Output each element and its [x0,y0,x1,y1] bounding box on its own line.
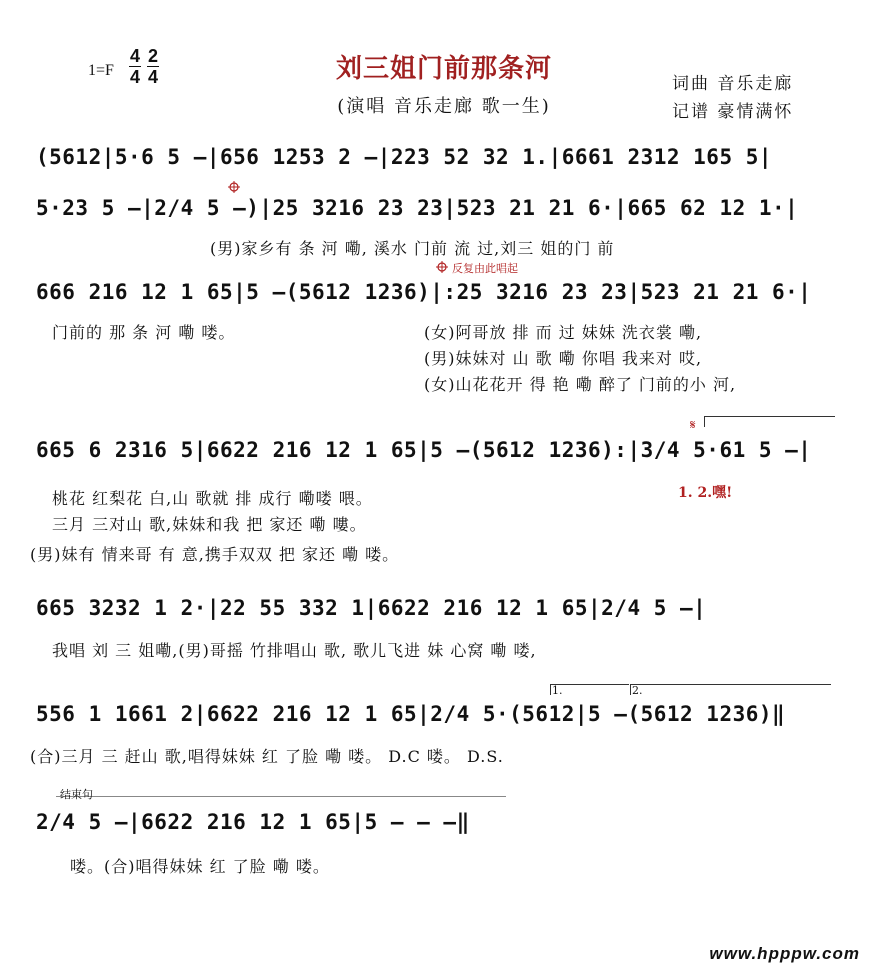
staff-line-4-notes: 665 6 2316 5|6622 216 12 1 65|5 –(5612 1236):|3/4 5·61 5 –| [36,438,812,462]
staff-line-7-notes: 2/4 5 –|6622 216 12 1 65|5 – – –‖ [36,810,470,834]
staff-line-3-verse-2: (男)妹妹对 山 歌 嘞 你唱 我来对 哎, [424,349,703,368]
time-signature-4-4: 4 4 [129,46,140,87]
transcriber-credit: 记谱 豪情满怀 [672,102,794,122]
staff-line-4-verse-3: (男)妹有 情来哥 有 意,携手双双 把 家还 嘞 喽。 [30,545,400,564]
ending-divider [56,796,506,797]
staff-line-4-verse-2: 三月 三对山 歌,妹妹和我 把 家还 嘞 嘍。 [52,515,367,534]
song-title: 刘三姐门前那条河 [335,54,552,84]
performer-subtitle: (演唱 音乐走廊 歌一生) [337,96,551,117]
volta-2-label: 2. [632,684,643,697]
staff-line-5-lyric: 我唱 刘 三 姐嘞,(男)哥摇 竹排唱山 歌, 歌儿飞进 妹 心窝 嘞 喽, [52,641,537,660]
staff-line-3-notes: 666 216 12 1 65|5 –(5612 1236)|:25 3216 23 23|523 21 21 6·| [36,280,812,304]
staff-line-6-notes: 556 1 1661 2|6622 216 12 1 65|2/4 5·(5612|5 –(5612 1236)‖ [36,702,786,726]
segno-icon [688,416,702,435]
ending-label: 结束句 [60,788,93,801]
website-watermark: www.hpppw.com [709,944,860,963]
volta-hey: 1. 2.嘿! [678,485,733,501]
staff-line-3-lyric: 门前的 那 条 河 嘞 喽。 [52,323,236,342]
staff-line-4-verse-1: 桃花 红梨花 白,山 歌就 排 成行 嘞喽 喂。 [52,489,373,508]
segno-icon [436,258,448,277]
segno-icon [228,178,240,197]
staff-line-1-notes: (5612|5·6 5 –|656 1253 2 –|223 52 32 1.|6661 2312 165 5| [36,145,773,169]
staff-line-3-verse-1: (女)阿哥放 排 而 过 妹妹 洗衣裳 嘞, [424,323,703,342]
time-signature-2-4: 2 4 [147,46,158,87]
staff-line-3-verse-3: (女)山花花开 得 艳 嘞 醉了 门前的小 河, [424,375,737,394]
repeat-start-note: 反复由此唱起 [452,262,518,275]
staff-line-2-lyric: (男)家乡有 条 河 嘞, 溪水 门前 流 过,刘三 姐的门 前 [210,239,615,258]
svg-text:𝄋: 𝄋 [690,418,696,431]
volta-1-label: 1. [552,684,563,697]
staff-line-7-lyric: 喽。(合)唱得妹妹 红 了脸 嘞 喽。 [70,857,330,876]
staff-line-2-notes: 5·23 5 –|2/4 5 –)|25 3216 23 23|523 21 21 6·|665 62 12 1·| [36,196,799,220]
credits [672,70,793,126]
volta-bracket-2 [630,684,831,695]
staff-line-5-notes: 665 3232 1 2·|22 55 332 1|6622 216 12 1 65|2/4 5 –| [36,596,707,620]
composer-credit: 词曲 音乐走廊 [672,74,794,94]
staff-line-6-lyric: (合)三月 三 赶山 歌,唱得妹妹 红 了脸 嘞 喽。 D.C 喽。 D.S. [30,747,504,766]
volta-bracket-3 [704,416,835,427]
key-signature: 1=F [88,62,114,79]
